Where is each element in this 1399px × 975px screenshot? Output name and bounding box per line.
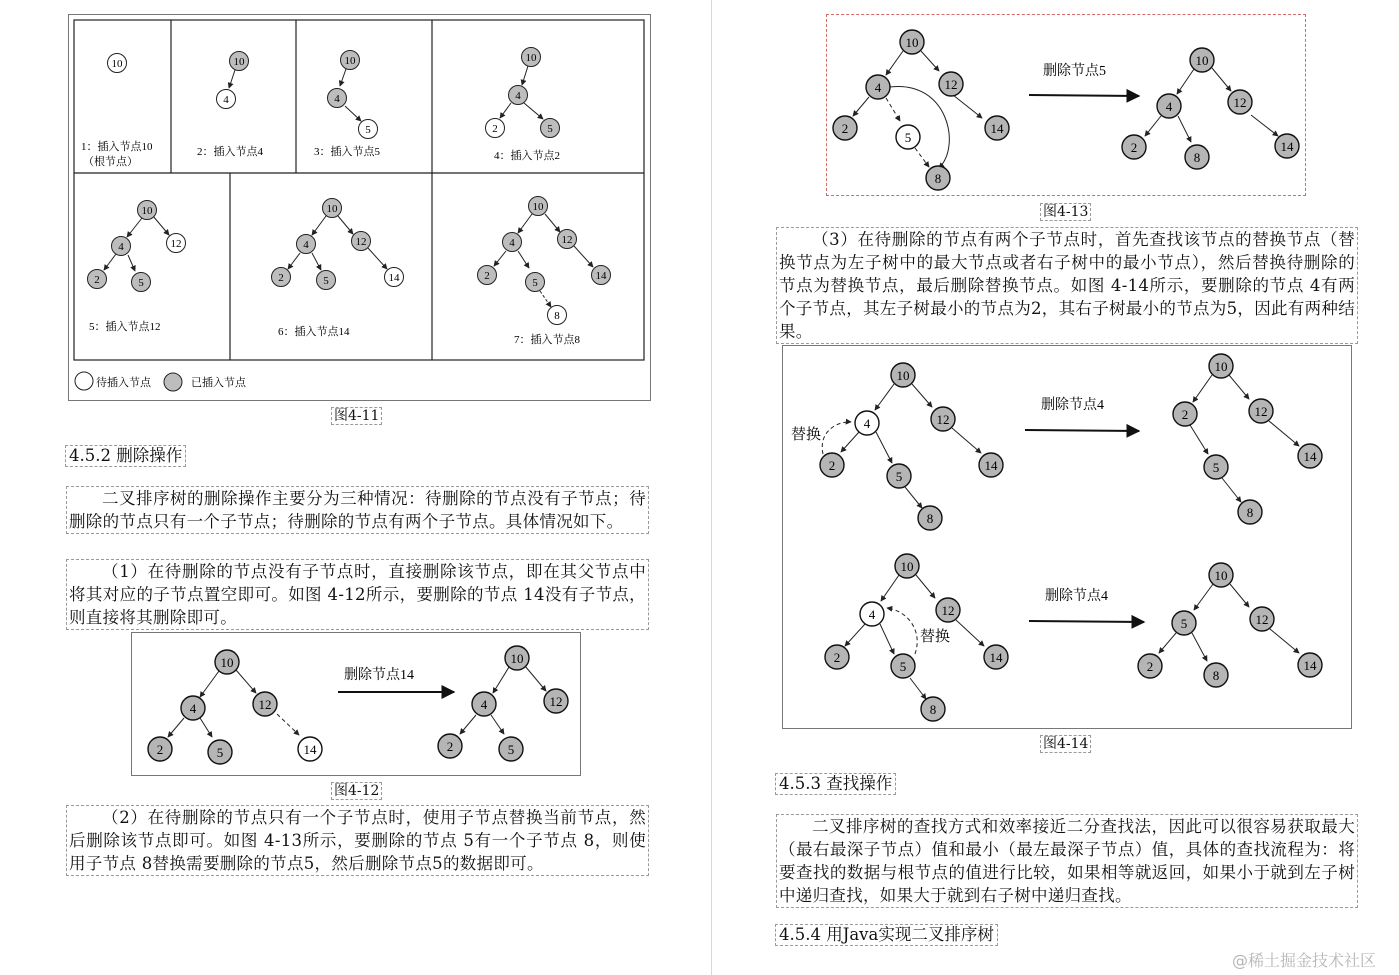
svg-text:5: 5 (138, 277, 144, 289)
cell-1 (81, 54, 153, 169)
svg-text:2: 2 (841, 121, 849, 136)
section-heading-4-5-2: 4.5.2 删除操作 (65, 445, 186, 467)
svg-text:12: 12 (1254, 404, 1268, 419)
svg-text:10: 10 (525, 52, 537, 64)
svg-text:10: 10 (1214, 359, 1228, 374)
paragraph-delete-case-3: （3）在待删除的节点有两个子节点时，首先查找该节点的替换节点（替换节点为左子树中的最大节点或者右子树中的最小节点），然后替换待删除的节点为替换节点，最后删除替换节点。如图 4-14所示，要删除的节点 4有两个子节点，其左子树最小的节点为2，其右子树最小的节点为5，因此有两种结果。 (776, 227, 1358, 344)
svg-text:12: 12 (941, 603, 955, 618)
svg-text:12: 12 (561, 234, 573, 246)
svg-text:14: 14 (989, 650, 1003, 665)
svg-text:14: 14 (595, 270, 607, 282)
figure-4-11-diagram (69, 15, 650, 400)
svg-text:10: 10 (900, 559, 914, 574)
cell-7-label: 7：插入节点8 (514, 334, 580, 346)
figure-4-12 (131, 632, 581, 776)
svg-text:14: 14 (1280, 139, 1294, 154)
section-heading-4-5-4: 4.5.4 用Java实现二叉排序树 (775, 924, 998, 946)
svg-text:5: 5 (899, 659, 907, 674)
cell-4 (486, 48, 561, 163)
svg-text:12: 12 (549, 694, 563, 709)
svg-text:10: 10 (1195, 53, 1209, 68)
figure-4-14-diagram (783, 346, 1351, 728)
svg-text:8: 8 (554, 310, 560, 322)
svg-text:12: 12 (936, 412, 950, 427)
svg-text:2: 2 (446, 739, 454, 754)
svg-text:8: 8 (926, 511, 934, 526)
svg-text:5: 5 (1180, 616, 1188, 631)
svg-text:4: 4 (334, 93, 340, 105)
svg-text:12: 12 (258, 697, 272, 712)
svg-text:10: 10 (344, 55, 356, 67)
svg-text:5: 5 (216, 745, 224, 760)
fig-4-14-action-top: 删除节点4 (1041, 398, 1104, 413)
svg-text:4: 4 (480, 697, 488, 712)
svg-text:10: 10 (141, 205, 153, 217)
svg-text:14: 14 (388, 272, 400, 284)
svg-text:12: 12 (1233, 95, 1247, 110)
svg-text:10: 10 (896, 368, 910, 383)
svg-text:2: 2 (278, 272, 284, 284)
cell-3-label: 3：插入节点5 (314, 146, 380, 158)
svg-text:10: 10 (1214, 568, 1228, 583)
svg-text:14: 14 (303, 742, 317, 757)
svg-text:12: 12 (170, 238, 182, 250)
svg-text:10: 10 (905, 35, 919, 50)
svg-text:8: 8 (1246, 505, 1254, 520)
svg-text:12: 12 (1255, 612, 1269, 627)
cell-5 (88, 201, 186, 334)
svg-text:10: 10 (510, 651, 524, 666)
svg-text:2: 2 (833, 650, 841, 665)
figure-4-13-diagram (827, 15, 1305, 195)
cell-2 (197, 52, 263, 159)
svg-text:8: 8 (1193, 150, 1201, 165)
svg-text:10: 10 (233, 56, 245, 68)
cell-5-label: 5：插入节点12 (89, 321, 161, 333)
legend-pending: 待插入节点 (96, 377, 151, 389)
svg-text:4: 4 (868, 607, 876, 622)
paragraph-delete-case-1: （1）在待删除的节点没有子节点时，直接删除该节点，即在其父节点中将其对应的子节点置空即可。如图 4-12所示，要删除的节点 14没有子节点，则直接将其删除即可。 (66, 559, 649, 630)
svg-text:12: 12 (355, 236, 367, 248)
fig-4-14-action-bottom: 删除节点4 (1045, 589, 1108, 604)
svg-text:2: 2 (1146, 659, 1154, 674)
svg-text:2: 2 (94, 274, 100, 286)
fig-4-13-action: 删除节点5 (1043, 64, 1106, 79)
svg-text:4: 4 (189, 701, 197, 716)
figure-4-14-caption: 图4-14 (1040, 735, 1091, 753)
paragraph-delete-intro: 二叉排序树的删除操作主要分为三种情况：待删除的节点没有子节点；待删除的节点只有一个子节点；待删除的节点有两个子节点。具体情况如下。 (66, 486, 649, 534)
figure-4-14 (782, 345, 1352, 729)
node-10: 10 (111, 58, 123, 70)
section-heading-4-5-3: 4.5.3 查找操作 (775, 773, 896, 795)
fig-4-14-replace-top: 替换 (791, 427, 822, 443)
page-gutter (711, 0, 712, 975)
svg-text:10: 10 (326, 203, 338, 215)
svg-text:5: 5 (547, 123, 553, 135)
watermark: @稀土掘金技术社区 (1232, 951, 1377, 970)
figure-4-11-caption: 图4-11 (331, 407, 382, 425)
svg-text:4: 4 (1165, 99, 1173, 114)
svg-text:8: 8 (934, 171, 942, 186)
svg-text:12: 12 (944, 77, 958, 92)
svg-text:4: 4 (863, 416, 871, 431)
cell-2-label: 2：插入节点4 (197, 146, 263, 158)
cell-6-label: 6：插入节点14 (278, 326, 350, 338)
fig-4-14-replace-bottom: 替换 (920, 629, 951, 645)
fig-4-12-action: 删除节点14 (344, 668, 414, 683)
svg-text:2: 2 (492, 123, 498, 135)
svg-text:4: 4 (874, 80, 882, 95)
svg-text:8: 8 (1212, 668, 1220, 683)
svg-text:14: 14 (1303, 658, 1317, 673)
cell-1-label: 1：插入节点10 (81, 141, 153, 153)
svg-text:2: 2 (1181, 407, 1189, 422)
cell-3 (314, 51, 380, 159)
svg-text:2: 2 (828, 458, 836, 473)
svg-text:4: 4 (303, 239, 309, 251)
svg-text:5: 5 (895, 469, 903, 484)
cell-4-label: 4：插入节点2 (494, 150, 560, 162)
svg-text:14: 14 (1303, 449, 1317, 464)
cell-7 (478, 197, 611, 347)
svg-text:5: 5 (365, 124, 371, 136)
figure-4-12-caption: 图4-12 (331, 782, 382, 800)
legend-inserted: 已插入节点 (191, 377, 246, 389)
figure-4-12-diagram (132, 633, 580, 775)
svg-text:4: 4 (223, 94, 229, 106)
paragraph-delete-case-2: （2）在待删除的节点只有一个子节点时，使用子节点替换当前节点，然后删除该节点即可。如图 4-13所示，要删除的节点 5有一个子节点 8，则使用子节点 8替换需要删除的节点5，然后删除节点5的数据即可。 (66, 805, 649, 876)
svg-text:10: 10 (532, 201, 544, 213)
legend (75, 372, 247, 391)
svg-text:5: 5 (1212, 460, 1220, 475)
svg-text:8: 8 (929, 702, 937, 717)
svg-text:4: 4 (118, 241, 124, 253)
svg-text:4: 4 (515, 90, 521, 102)
svg-text:5: 5 (532, 277, 538, 289)
svg-text:2: 2 (484, 270, 490, 282)
svg-text:2: 2 (1130, 140, 1138, 155)
cell-6 (272, 199, 404, 339)
figure-4-13-caption: 图4-13 (1040, 203, 1091, 221)
figure-4-11 (68, 14, 651, 401)
paragraph-search: 二叉排序树的查找方式和效率接近二分查找法，因此可以很容易获取最大（最右最深子节点）值和最小（最左最深子节点）值，具体的查找流程为：将要查找的数据与根节点的值进行比较，如果相等就返回，如果小于就到左子树中递归查找，如果大于就到右子树中递归查找。 (776, 814, 1358, 908)
svg-text:5: 5 (323, 275, 329, 287)
svg-text:14: 14 (990, 121, 1004, 136)
cell-1-sublabel: （根节点） (83, 156, 138, 168)
svg-text:4: 4 (509, 237, 515, 249)
svg-text:14: 14 (984, 458, 998, 473)
figure-4-13 (826, 14, 1306, 196)
svg-text:10: 10 (220, 655, 234, 670)
svg-text:2: 2 (156, 742, 164, 757)
svg-text:5: 5 (904, 130, 912, 145)
svg-text:5: 5 (507, 742, 515, 757)
